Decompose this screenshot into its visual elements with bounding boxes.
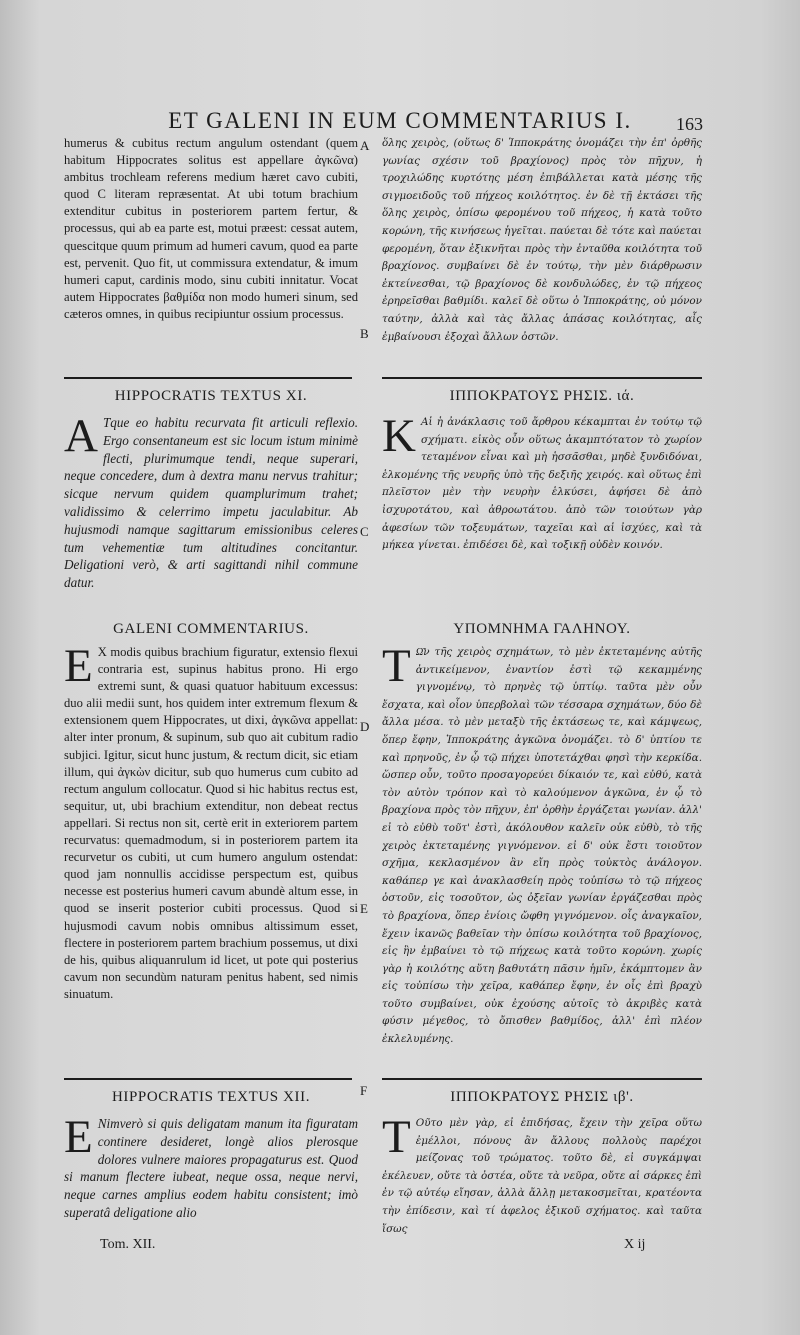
section-heading-greek: ΙΠΠΟΚΡΑΤΟΥΣ ΡΗΣΙΣ. ιά. <box>449 388 635 404</box>
greek-column-rhesis-xii <box>382 1115 702 1237</box>
greek-column-hypomnema <box>382 644 702 1062</box>
dropcap: A <box>64 414 98 462</box>
dropcap: E <box>64 644 93 692</box>
greek-text-hypomnema: Ω͂ν τῆς χειρὸς σχημάτων, τὸ μὲν ἐκτεταμένης αὐτῆς ἀντικείμενον, ἐναντίον ἐστὶ τῷ κεκαμμένης γιγνομένῳ, τὸ πρηνὲς τῷ ὑπτίῳ. ταῦτα μὲν οὖν ἔσχατα, καὶ οἷον ὑπερβολαὶ τῶν τέσσαρα σχημάτων, δύο δὲ ἄλλα μέσα. τὸ μὲν μεταξὺ τῆς ἐκτάσεως τε, καὶ κάμψεως, ὅπερ ἔφην, Ἱπποκράτης ἀγκῶνα ὀνομάζει. τὸ δ' ὑπτίου τε καὶ πρηνοῦς, ἐν ᾧ τῷ πήχει ὑποτετάχθαι φησὶ τὴν κερκίδα. ὥσπερ οὖν, τοῦτο προσαγορεύει δίκαιόν τε, καὶ εὐθύ, κατὰ τὸν αὐτὸν τρόπον καὶ τὸ καλούμενον ἀγκῶνα, ἐν ᾧ τὸ βραχίονα πρὸς τὸν πῆχυν, ἐπ' ὀρθὴν ἐργάζεται γωνίαν. ἀλλ' εἰ τὸ εὐθὺ τοῦτ' ἐστὶ, ἀκόλουθον καλεῖν οὐκ εὐθὺ, τὸ τῆς χειρὸς ἐκτεταμένης γιγνόμενον. εἰ δ' οὐκ ἔστι τοιοῦτον σχῆμα, κεκλασμένον ἂν εἴη πρὸς τοὐκτὸς ἀνάλογον. καθάπερ γε καὶ ἀνακλασθείη πρὸς τοὐπίσω τὸ τῷ πήχεος ὀστοῦν, εἰς τοσοῦτον, ὡς ὀξεῖαν γωνίαν ἐργάζεσθαι πρὸς τὸ βραχίονα, ὅπερ ἐνίοις ὤφθη γιγνόμενον. οἷς ἀναγκαῖον, ἔχειν ἱκανῶς βαθεῖαν τὴν ὀπίσω κοιλότητα τοῦ βραχίονος, εἰς ἣν ἐμβαίνει τὸ τῷ πήχεως κατὰ τοῦτο κορώνη. χωρίς γὰρ ἡ κοιλότης αὕτη βαθυτάτη πᾶσιν ἡμῖν, ἐκάμπτομεν ἂν εἰς τοὐπίσω τὴν χεῖρα, καθάπερ ἔφην, ἐν οἷς ἐπὶ βραχὺ τοῦτο συμβαίνει, οὐκ ἐχούσης αὐτοῖς τὸ ἀκριβὲς κατὰ φύσιν μέγεθος, τὸ ὄπισθεν βαθμίδος, ἀλλ' ἐπὶ πλέον ἐκλελυμένης. <box>382 646 702 1046</box>
page-number: 163 <box>676 114 703 134</box>
dropcap: E <box>64 1115 93 1163</box>
latin-text-textus-xii: Nimverò si quis deligatam manum ita figuratam continere desideret, longè alios plerosque dolores vulnere maiores propagaturus est. Quod si manum flectere iubeat, neque ossa, neque nervi, neque carnes amplius eodem habitu consistent; imò superatâ deligatione alio <box>64 1116 358 1220</box>
latin-column-textus-xii <box>64 1115 358 1237</box>
volume-label: Tom. XII. <box>100 1237 156 1252</box>
margin-letter-d: D <box>360 719 370 734</box>
margin-letter-b: B <box>360 326 369 341</box>
dropcap: T <box>382 644 411 692</box>
greek-column-top <box>382 135 702 360</box>
greek-text-top: ὅλης χειρὸς, (οὕτως δ' Ἱπποκράτης ὀνομάζει τὴν ἐπ' ὀρθῆς γωνίας σχέσιν τοῦ βραχίονος) πρὸς τὸν πῆχυν, ἡ τροχιλώδης κυρτότης μέση ἐπιβάλλεται κατὰ μέσης τῆς σιγμοειδοῦς τοῦ πήχεος κοιλότητος. ἐν δὲ τῇ ἐκτάσει τῆς ὅλης χειρὸς, ὀπίσω φερομένου τοῦ πήχεος, ἡ κατὰ τοῦτο κορώνη, τῆς κινήσεως ἡγεῖται. παύεται δὲ τότε καὶ παύεται φερομένη, ὅταν ἐξικνῆται πρὸς τὴν ἐνταῦθα κοιλότητα τοῦ βραχίονος. συμβαίνει δὲ ἐν τούτῳ, τὴν μὲν διάρθρωσιν ἐκτείνεσθαι, τῷ βραχίονος δὲ κονδυλώδες, ἐν τῷ πήχεος ἐρηρεῖσθαι βαθμίδι. καλεῖ δὲ οὕτω ὁ Ἱπποκράτης, οὐ μόνον ταύτην, ἀλλὰ καὶ τὰς ἄλλας ἁπάσας κοιλότητας, αἷς ἐμβαίνουσι ἐξοχαὶ ἄλλων ὀστῶν. <box>382 137 702 343</box>
signature-mark: X ij <box>624 1237 646 1252</box>
dropcap: K <box>382 414 416 462</box>
running-head: ET GALENI IN EUM COMMENTARIUS I. <box>168 108 632 133</box>
section-heading-latin: GALENI COMMENTARIUS. <box>113 621 309 637</box>
section-heading-greek: ΙΠΠΟΚΡΑΤΟΥΣ ΡΗΣΙΣ ιβ'. <box>450 1089 634 1105</box>
latin-text-top: humerus & cubitus rectum angulum ostendant (quem habitum Hippocrates solitus est appellare ἀγκῶνα) ambitus trochleam referens medium hæret cavo cubiti, quod C literam repræsentat. At ubi totum brachium extenditur cubitus in posteriorem partem fertur, & processus, qui ab ea parte est, motui præest: cessat autem, quescitque quum primum ad humeri cavum, quod ea parte est, pervenit. Quo fit, ut commissura extendatur, & imum humeri caput, cardinis modo, sinu cubiti innitatur. Vocat autem Hippocrates βαθμίδα non modo humeri sinum, sed cæteros omnes, in quibus recipiuntur ossium processus. <box>64 136 358 321</box>
latin-column-commentarius <box>64 644 358 1062</box>
greek-text-rhesis-xii: Οῦτο μὲν γὰρ, εἰ ἐπιδήσας, ἔχειν τὴν χεῖρα οὕτω ἐμέλλοι, πόνους ἂν ἄλλους πολλοὺς παρέχοι μείζονας τοῦ τρώματος. τοῦτο δὲ, εἰ συγκάμψαι ἐκέλευεν, οὔτε τὰ ὀστέα, οὔτε τὰ νεῦρα, οὔτε αἱ σάρκες ἐπὶ ἐν τῷ αὐτέῳ εἴησαν, ἀλλὰ ἄλλῃ μετακοσμεῖται, κρατέοντα τὴν ἐπίδεσιν, καὶ τί ἀφελος ἐξικοῦ σχήματος. καὶ ταῦτα ἴσως <box>382 1117 702 1235</box>
latin-text-textus-xi: Tque eo habitu recurvata fit articuli reflexio. Ergo consentaneum est sic locum istum minimè flecti, plurimumque tendi, neque superari, neque concedere, dum à dextra manu nervus trahitur; sicque nervum quidem quamplurimum trahet; validissimo & celerrimo impetu jaculabitur. Ab hujusmodi namque sagittarum emissionibus celeres tum vehementiæ tum altitudines concitantur. Deligationi verò, & arti sagittandi nihil commune datur. <box>64 415 358 591</box>
divider-rule <box>64 377 352 379</box>
latin-column-textus-xi <box>64 414 358 614</box>
greek-column-rhesis-xi <box>382 414 702 614</box>
margin-letter-f: F <box>360 1083 368 1098</box>
margin-letter-a: A <box>360 138 370 153</box>
latin-text-commentarius: X modis quibus brachium figuratur, extensio flexui contraria est, supinus habitus prono. Hi ergo extremi sunt, & quasi quatuor habituum excessus: duo alii medii sunt, hos quidem inter extremum flexum & extensionem quem Hippocrates, ut dixi, ἀγκῶνα appellat: alter inter pronum, & supinum, sub quo ait cubitum radio subjici. Igitur, sicut hunc justum, & rectum dicit, sic etiam illum, qui ἀγκὼν dicitur, sub quo humerus cum cubito ad rectum angulum collocatur. Quod si hic habitus rectus est, sequitur, ut, ubi brachium extenditur, non debeat rectus appellari. Si rectus non sit, certè erit in exteriorem partem recurvatus: quemadmodum, si in posteriorem partem ita recurvetur os cubiti, ut cum humero angulum ostendat: quod jam nonnullis accidisse perspectum est, quibus necesse est posterius humeri cavum abundè altum esse, in quod se inserit posterior cubiti processus. Quod si hujusmodi cavum nobis omnibus altissimum esset, flectere in posteriorem partem brachium possemus, ut dixi de his, quibus aliquanrulum id licet, ut pote qui posterius cavum non secundùm naturam penitus habent, sed nimis sinuatum. <box>64 645 358 1001</box>
dropcap: T <box>382 1115 411 1163</box>
greek-text-rhesis-xi: Αἱ ἡ ἀνάκλασις τοῦ ἄρθρου κέκαμπται ἐν τούτῳ τῷ σχήματι. εἰκὸς οὖν οὕτως ἀκαμπτότατον τὸ χωρίον τεταμένον εἶναι καὶ μὴ ἡσσᾶσθαι, μηδὲ ξυνδιδόναι, ἑλκομένης τῆς νευρῆς ὑπὸ τῆς δεξιῆς χειρός. καὶ οὕτως ἐπὶ πλεῖστον μὲν τὴν νευρὴν ἑλκύσει, ἀφήσει δὲ ἀπὸ ἰσχυροτάτου, καὶ ἀθροωτάτου. ἀπὸ τῶν τοιούτων γὰρ ἀφεσίων τῶν τοξευμάτων, ταχεῖαι καὶ αἱ ἰσχύες, καὶ τὰ μήκεα γίνεται. ἐπιδέσει δὲ, καὶ τοξικῇ οὐδὲν κοινόν. <box>382 416 702 552</box>
section-heading-latin: HIPPOCRATIS TEXTUS XII. <box>111 1089 311 1105</box>
margin-letter-e: E <box>360 901 368 916</box>
divider-rule <box>382 377 702 379</box>
section-heading-latin: HIPPOCRATIS TEXTUS XI. <box>114 388 308 404</box>
divider-rule <box>382 1078 702 1080</box>
section-heading-greek: ΥΠΟΜΝΗΜΑ ΓΑΛΗΝΟΥ. <box>453 621 631 637</box>
margin-letter-c: C <box>360 524 369 539</box>
latin-column-top <box>64 135 358 360</box>
divider-rule <box>64 1078 352 1080</box>
